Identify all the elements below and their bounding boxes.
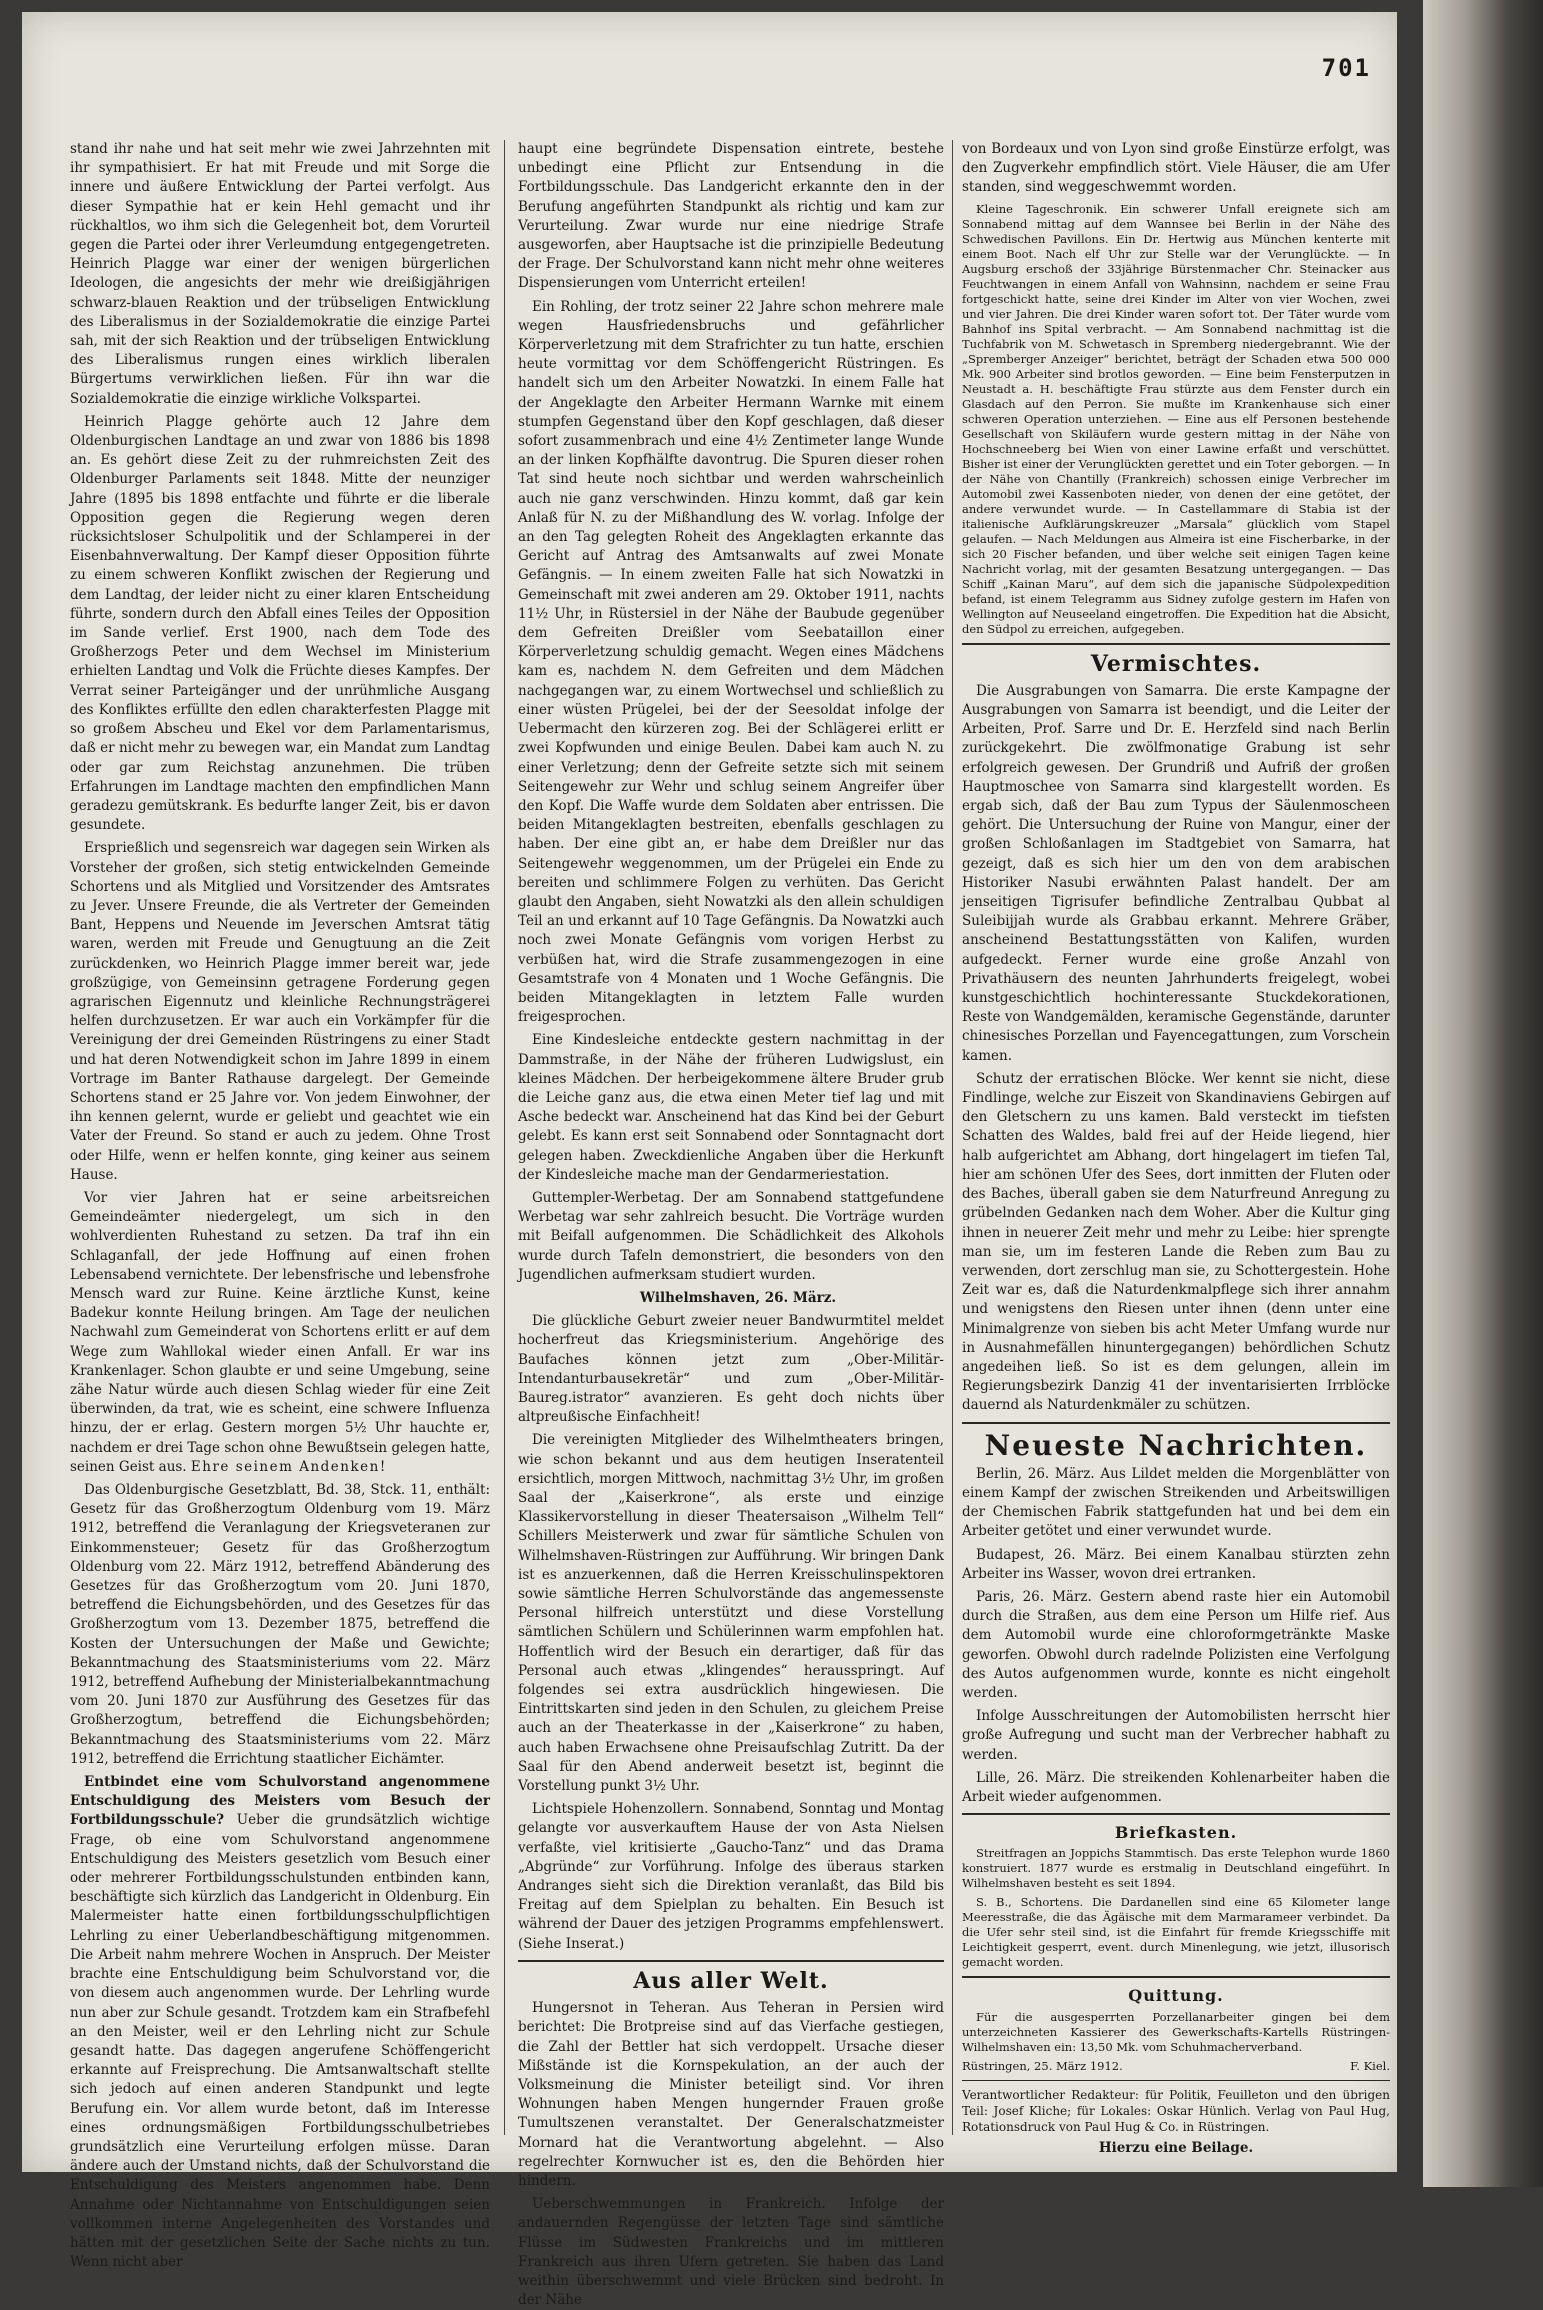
article-paragraph: Das Oldenburgische Gesetzblatt, Bd. 38, Stck. 11, enthält: Gesetz für das Großherzogtum Oldenburg vom 19. März 1912, betreffend die Veranlagung der Kriegsveteranen zur Einkommensteuer; Gesetz für das Großherzogtum Oldenburg vom 22. März 1912, betreffend Abänderung des Gesetzes für das Großherzogtum vom 20. Juni 1870, betreffend die Eichungsbehörden, und des Gesetzes für das Großherzogtum vom 13. Dezember 1875, betreffend die Kosten der Untersuchungen der Maße und Gewichte; Bekanntmachung des Staatsministeriums vom 22. März 1912, betreffend Aufhebung der Ministerialbekanntmachung vom 20. Juni 1870 zur Ausführung des Gesetzes für das Großherzogtum, betreffend die Eichungsbehörden; Bekanntmachung des Staatsministeriums vom 22. März 1912, betreffend die Errichtung staatlicher Eichämter.: [70, 1482, 490, 1767]
section-heading-quittung: Quittung.: [1128, 1986, 1224, 2006]
receipt-signature: F. Kiel.: [1350, 2058, 1390, 2073]
section-heading-briefkasten: Briefkasten.: [1114, 1823, 1238, 1843]
article-paragraph: von Bordeaux und von Lyon sind große Einstürze erfolgt, was den Zugverkehr empfindlich stört. Viele Häuser, die am Ufer standen, sind weggeschwemmt worden.: [962, 141, 1390, 196]
article-text: Vor vier Jahren hat er seine arbeitsreichen Gemeindeämter niedergelegt, um sich in den wohlverdienten Ruhestand zu setzen. Da traf ihn ein Schlaganfall, der jede Hoffnung auf einen frohen Lebensabend vernichtete. Der lebensfrische und lebensfrohe Mensch ward zur Ruine. Keine ärztliche Kunst, keine Badekur konnte Heilung bringen. Am Tage der neulichen Nachwahl zum Gemeinderat von Schortens erlitt er auf dem Wege zum Wahllokal wieder einen Anfall. Er war ins Krankenlager. Schon glaubte er und seine Umgebung, seine zähe Natur würde auch diesen Schlag wieder für eine Zeit überwinden, da trat, wie es scheint, eine schwere Influenza hinzu, der er erlag. Gestern morgen 5½ Uhr hauchte er, nachdem er drei Tage schon ohne Bewußtsein gelegen hatte, seinen Geist aus.: [70, 1189, 490, 1475]
section-heading-vermischtes: Vermischtes.: [1090, 650, 1262, 677]
receipt-footer: [962, 2059, 1390, 2074]
column-1: [70, 140, 490, 2271]
letter-item: Streitfragen an Joppichs Stammtisch. Das erste Telephon wurde 1860 konstruiert. 1877 wurde es erstmalig in Deutschland eingeführt. In Wilhelmshaven besteht es seit 1894.: [962, 1846, 1390, 1891]
memorial-line: Ehre seinem Andenken!: [190, 1458, 387, 1475]
column-2: [518, 140, 944, 2309]
article-paragraph: Die vereinigten Mitglieder des Wilhelmtheaters bringen, wie schon bekannt und aus dem heutigen Inseratenteil ersichtlich, morgen Mittwoch, nachmittag 3½ Uhr, im großen Saal der „Kaiserkrone“, als erste und einzige Klassikervorstellung in dieser Theatersaison „Wilhelm Tell“ Schillers Meisterwerk und zwar für sämtliche Schulen von Wilhelmshaven-Rüstringen zur Aufführung. Wir bringen Dank ist es anzuerkennen, daß die Herren Kreisschulinspektoren sowie sämtliche Herren Schulvorstände das angemessenste Personal hilfreich unterstützt und diese Vorstellung sämtlichen Schülern und Schülerinnen warm empfohlen hat. Hoffentlich wird der Besuch ein derartiger, daß für das Personal auch etwas „klingendes“ herausspringt. Auf folgendes sei extra ausdrücklich hingewiesen. Die Eintrittskarten sind jeden in den Schulen, zu gleichem Preise auch an der Theaterkasse in der „Kaiserkrone“ zu haben, auch haben Erwachsene ohne Preisaufschlag Zutritt. Da der Saal für den Abend anderweit besetzt ist, beginnt die Vorstellung punkt 3½ Uhr.: [518, 1432, 944, 1795]
section-divider: [518, 1960, 944, 1962]
news-item: Infolge Ausschreitungen der Automobilisten herrscht hier große Aufregung und sucht man der Verbrecher habhaft zu werden.: [962, 1708, 1390, 1763]
article-paragraph: Ersprießlich und segensreich war dagegen sein Wirken als Vorsteher der großen, sich stetig entwickelnden Gemeinde Schortens und als Mitglied und Vorsitzender des Amtsrates zu Jever. Unsere Freunde, die als Vertreter der Gemeinden Bant, Heppens und Neuende im Jeverschen Amtsrat tätig waren, werden mit Freude und Genugtuung an die Zeit zurückdenken, wo Heinrich Plagge immer bereit war, jede großzügige, von Gemeinsinn getragene Forderung gegen agrarischen Eigennutz und kleinliche Rechnungsträgerei helfen durchzusetzen. Er war auch ein Vorkämpfer für die Vereinigung der drei Gemeinden Rüstringens zu einer Stadt und hat deren Notwendigkeit schon im Jahre 1899 in einem Vortrage im Banter Rathause dargelegt. Der Gemeinde Schortens stand er 25 Jahre vor. Von jedem Einwohner, der ihn kennen gelernt, wurde er geliebt und geachtet wie ein Vater der Freund. So stand er auch zu jedem. Ohne Trost oder Hilfe, wenn er helfen konnte, ging keiner aus seinem Hause.: [70, 840, 490, 1183]
receipt-text: Für die ausgesperrten Porzellanarbeiter gingen bei dem unterzeichneten Kassierer des Gewerkschafts-Kartells Rüstringen-Wilhelmshaven ein: 13,50 Mk. vom Schuhmacherverband.: [962, 2009, 1390, 2054]
section-divider: [962, 2080, 1390, 2081]
article-paragraph: Die Ausgrabungen von Samarra. Die erste Kampagne der Ausgrabungen von Samarra ist beendigt, und die Leiter der Arbeiten, Prof. Sarre und Dr. E. Herzfeld sind nach Berlin zurückgekehrt. Die zwölfmonatige Grabung ist sehr erfolgreich gewesen. Der Grundriß und Aufriß der großen Hauptmoschee von Samarra sind klargestellt worden. Es ergab sich, daß der Bau zum Typus der Säulenmoscheen gehört. Die Untersuchung der Ruine von Mangur, einer der großen Schloßanlagen im Stadtgebiet von Samarra, hat gezeigt, daß es sich hier um den von dem arabischen Historiker Nasubi erwähnten Palast handelt. Der am jenseitigen Tigrisufer befindliche Zentralbau Qubbat al Suleibijjah wurde als Grabbau erkannt. Mehrere Gräber, anscheinend Bestattungsstätten von Kalifen, wurden aufgedeckt. Ferner wurde eine große Anzahl von Privathäusern des neunten Jahrhunderts freigelegt, wobei kunstgeschichtlich hochinteressante Stuckdekorationen, Reste von Wandgemälden, keramische Gegenstände, darunter chinesisches Porzellan und Fayencegattungen, zum Vorschein kamen.: [962, 682, 1390, 1064]
news-item: Budapest, 26. März. Bei einem Kanalbau stürzten zehn Arbeiter ins Wasser, wovon drei ertranken.: [962, 1546, 1390, 1582]
section-divider: [962, 643, 1390, 645]
article-heading: Entbindet eine vom Schulvorstand angenommene Entschuldigung des Meisters vom Besuch der Fortbildungsschule?: [70, 1774, 490, 1829]
page-number: 701: [1321, 54, 1371, 82]
section-divider: [962, 1976, 1390, 1978]
dateline: Wilhelmshaven, 26. März.: [639, 1289, 837, 1306]
news-item: Lille, 26. März. Die streikenden Kohlenarbeiter haben die Arbeit wieder aufgenommen.: [962, 1769, 1390, 1805]
section-divider: [962, 1813, 1390, 1815]
article-paragraph: Ueberschwemmungen in Frankreich. Infolge der andauernden Regengüsse der letzten Tage sind sämtliche Flüsse im Südwesten Frankreichs und im mittleren Frankreich aus ihren Ufern getreten. Sie haben das Land weithin überschwemmt und viele Brücken sind bedroht. In der Nähe: [518, 2196, 944, 2309]
receipt-date: Rüstringen, 25. März 1912.: [962, 2058, 1123, 2073]
article-paragraph: Guttempler-Werbetag. Der am Sonnabend stattgefundene Werbetag war sehr zahlreich besucht. Die Vorträge wurden mit Beifall aufgenommen. Die Schädlichkeit des Alkohols wurde durch Tafeln demonstriert, die besonders von den Jugendlichen aufmerksam studiert wurden.: [518, 1189, 944, 1283]
article-paragraph: haupt eine begründete Dispensation eintrete, bestehe unbedingt eine Pflicht zur Entsendung in die Fortbildungsschule. Das Landgericht erkannte den in der Berufung angeführten Standpunkt als richtig und kam zur Verurteilung. Zwar wurde nur eine niedrige Strafe ausgeworfen, aber Hauptsache ist die prinzipielle Bedeutung der Frage. Der Schulvorstand kann nicht mehr ohne weiteres Dispensierungen vom Unterricht erteilen!: [518, 141, 944, 292]
article-paragraph: Schutz der erratischen Blöcke. Wer kennt sie nicht, diese Findlinge, welche zur Eiszeit von Skandinaviens Gebirgen auf den Gletschern zu uns kamen. Bald versteckt im tiefsten Schatten des Waldes, bald frei auf der Heide liegend, hier halb aufgerichtet am Abhang, dort hingelagert im tiefen Tal, hier am schönen Ufer des Sees, dort inmitten der Fluten oder des Baches, überall gaben sie dem Naturfreund Anregung zu grübelnden Gedanken nach dem Woher. Aber die Kultur ging ihnen in neuerer Zeit mehr und mehr zu Leibe: hier sprengte man sie, um im festeren Lande die Reben zum Bau zu verwenden, dort zerschlug man sie, zu Schottergestein. Hohe Zeit war es, daß die Naturdenkmalpflege sich ihrer annahm und wenigstens den Riesen unter ihnen (denn unter eine Minimalgrenze von sieben bis acht Meter Umfang wurde nur in Ausnahmefällen hinuntergegangen) behördlichen Schutz angedeihen ließ. So ist es dem gelungen, allein im Regierungsbezirk Danzig 41 der inventarisierten Irrblöcke dauernd als Naturdenkmäler zu schützen.: [962, 1070, 1390, 1414]
article-paragraph: [70, 1773, 490, 2272]
article-paragraph: Eine Kindesleiche entdeckte gestern nachmittag in der Dammstraße, in der Nähe der früheren Ludwigslust, ein kleines Mädchen. Der herbeigekommene ältere Bruder grub die Leiche ganz aus, die etwa einen Meter tief lag und mit Asche bedeckt war. Anscheinend hat das Kind bei der Geburt gelebt. Es kann erst seit Sonnabend oder Sonntagnacht dort gelegen haben. Zweckdienliche Angaben über die Herkunft der Kindesleiche mache man der Gendarmeriestation.: [518, 1032, 944, 1183]
column-rule: [504, 140, 505, 2135]
article-paragraph: [70, 1189, 490, 1477]
article-paragraph: Kleine Tageschronik. Ein schwerer Unfall ereignete sich am Sonnabend mittag auf dem Wannsee bei Berlin in der Nähe des Schwedischen Pavillons. Ein Dr. Hertwig aus München kenterte mit einem Boot. Nach elf Uhr zur Stelle war der Verunglückte. — In Augsburg erschoß der 33jährige Bürstenmacher Chr. Steinacker aus Feuchtwangen in einem Anfall von Wahnsinn, nachdem er seine Frau fortgeschickt hatte, seine drei Kinder im Alter von vier Wochen, zwei und vier Jahren. Die drei Kinder waren sofort tot. Der Täter wurde vom Bahnhof ins Spital verbracht. — Am Sonnabend nachmittag ist die Tuchfabrik von M. Schwetasch in Spremberg niedergebrannt. Wie der „Spremberger Anzeiger“ berichtet, beträgt der Schaden etwa 500 000 Mk. 900 Arbeiter sind brotlos geworden. — Eine beim Fensterputzen in Neustadt a. H. beschäftigte Frau stürzte aus dem Fenster durch ein Glasdach auf den Perron. Sie mußte im Krankenhause sich einer schweren Operation unterziehen. — Eine aus elf Personen bestehende Gesellschaft von Skiläufern wurde gestern mittag in der Nähe von Hochschneeberg bei Wien von einer Lawine erfaßt und verschüttet. Bisher ist einer der Verunglückten gerettet und ein Toter geborgen. — In der Nähe von Chantilly (Frankreich) schossen einige Verbrecher im Automobil zwei Kassenboten nieder, von denen der eine getötet, der andere verwundet wurde. — In Castellammare di Stabia ist der italienische Aufklärungskreuzer „Marsala“ glücklich vom Stapel gelaufen. — Nach Meldungen aus Almeira ist eine Fischerbarke, in der sich 20 Fischer befanden, und über welche seit einigen Tagen keine Nachricht vorlag, mit der gesamten Besatzung untergegangen. — Das Schiff „Kainan Maru“, auf dem sich die japanische Südpolexpedition befand, ist einem Telegramm aus Sidney zufolge gestern im Hafen von Wellington auf Neuseeland eingetroffen. Die Expedition hat die Absicht, den Südpol zu erreichen, aufgegeben.: [962, 201, 1390, 636]
article-paragraph: stand ihr nahe und hat seit mehr wie zwei Jahrzehnten mit ihr sympathisiert. Er hat mit Freude und mit Sorge die innere und äußere Entwicklung der Partei verfolgt. Aus dieser Sympathie hat er kein Hehl gemacht und ihr rückhaltlos, wo ihm sich die Gelegenheit bot, dem Vorurteil gegen die Partei oder ihrer Verleumdung entgegengetreten. Heinrich Plagge war einer der wenigen bürgerlichen Ideologen, die angesichts der mehr wie dreißigjährigen schwarz-blauen Reaktion und der trübseligen Entwicklung des Liberalismus in der Sozialdemokratie die einzige Partei sah, mit der sich Reaktion und der trübseligen Entwicklung des Liberalismus rungen eines wirklich liberalen Bürgertums verwirklichen ließen. Für ihn war die Sozialdemokratie die einzige wirkliche Volkspartei.: [70, 141, 490, 407]
section-divider: [962, 1422, 1390, 1424]
article-paragraph: Hungersnot in Teheran. Aus Teheran in Persien wird berichtet: Die Brotpreise sind auf das Vierfache gestiegen, die Zahl der Bettler hat sich verdoppelt. Ursache dieser Mißstände ist die Kornspekulation, an der auch der Volksmeinung die Minister beteiligt sind. Vor ihren Wohnungen haben Mengen hungernder Frauen große Tumultszenen veranstaltet. Der Generalschatzmeister Mornard hat die Verantwortung abgelehnt. — Also regelrechter Kornwucher ist es, den die Behörden hier hindern.: [518, 2000, 944, 2189]
book-binding-edge: [1423, 0, 1543, 2187]
section-heading-neueste-nachrichten: Neueste Nachrichten.: [984, 1428, 1368, 1462]
letter-item: S. B., Schortens. Die Dardanellen sind eine 65 Kilometer lange Meeresstraße, die das Ägäische mit dem Marmarameer verbindet. Da die Ufer sehr steil sind, ist die Einfahrt für fremde Kriegsschiffe mit Leichtigkeit gesperrt, event. durch Minenlegung, wie jetzt, illusorisch gemacht worden.: [962, 1895, 1390, 1970]
news-item: Berlin, 26. März. Aus Lildet melden die Morgenblätter von einem Kampf der zwischen Streikenden und Arbeitswilligen der Chemischen Fabrik stattgefunden hat und bei dem ein Arbeiter getötet und einer verwundet wurde.: [962, 1465, 1390, 1540]
article-paragraph: Die glückliche Geburt zweier neuer Bandwurmtitel meldet hocherfreut das Kriegsministerium. Angehörige des Baufaches können jetzt zum „Ober-Militär-Intendanturbausekretär“ und zum „Ober-Militär-Baureg.istrator“ avanzieren. Es geht doch nichts über altpreußische Einfachheit!: [518, 1313, 944, 1426]
article-paragraph: Lichtspiele Hohenzollern. Sonnabend, Sonntag und Montag gelangte vor ausverkauftem Hause der von Asta Nielsen verfaßte, viel kritisierte „Gaucho-Tanz“ und das Drama „Abgründe“ zur Vorführung. Infolge des überaus starken Andranges sieht sich die Direktion veranlaßt, das Bild bis Freitag auf dem Spielplan zu behalten. Ein Besuch ist während der Dauer des jetzigen Programms empfehlenswert. (Siehe Inserat.): [518, 1801, 944, 1952]
imprint: Verantwortlicher Redakteur: für Politik, Feuilleton und den übrigen Teil: Josef Kliche; für Lokales: Oskar Hünlich. Verlag von Paul Hug, Rotationsdruck von Paul Hug & Co. in Rüstringen.: [962, 2087, 1390, 2134]
news-item: Paris, 26. März. Gestern abend raste hier ein Automobil durch die Straßen, aus dem eine Person um Hilfe rief. Aus dem Automobil wurde eine chloroformgetränkte Maske geworfen. Obwohl durch radelnde Polizisten eine Verfolgung des Autos aufgenommen wurde, konnte es nicht eingeholt werden.: [962, 1588, 1390, 1701]
column-rule: [952, 140, 953, 2135]
article-paragraph: Heinrich Plagge gehörte auch 12 Jahre dem Oldenburgischen Landtage an und zwar von 1886 bis 1898 an. Es gehört diese Zeit zu der ruhmreichsten Zeit des Oldenburger Parlaments seit 1848. Mitte der neunziger Jahre (1895 bis 1898 entfachte und führte er die liberale Opposition gegen die Regierung wegen deren rücksichtsloser Schulpolitik und der Schlamperei in der Eisenbahnverwaltung. Der Kampf dieser Opposition führte zu einem schweren Konflikt zwischen der Regierung und dem Landtag, der leider nicht zu einer klaren Entscheidung führte, sondern durch den Abfall eines Teiles der Opposition im Sande verlief. Erst 1900, nach dem Tode des Großherzogs Peter und dem Wechsel im Ministerium erhielten Landtag und Volk die Früchte dieses Kampfes. Der Verrat seiner Parteigänger und der unrühmliche Ausgang des Konfliktes erfüllte den edlen charakterfesten Plagge mit so großem Abscheu und Ekel vor dem Parlamentarismus, daß er nicht mehr zu bewegen war, ein Mandat zum Landtag oder gar zum Reichstag anzunehmen. Die trüben Erfahrungen im Landtage machten den empfindlichen Mann geradezu gemütskrank. Es bedurfte langer Zeit, bis er davon gesundete.: [70, 413, 490, 834]
article-text: Ueber die grundsätzlich wichtige Frage, ob eine vom Schulvorstand angenommene Entschuldigung des Meisters gesetzlich vom Besuch einer oder mehrerer Fortbildungsschulstunden entbinden kann, beschäftigte sich kürzlich das Landgericht in Oldenburg. Ein Malermeister hatte einen fortbildungsschulpflichtigen Lehrling zu einer Ueberlandbeschäftigung mitgenommen. Die Arbeit nahm mehrere Wochen in Anspruch. Der Meister brachte eine Entschuldigung beim Schulvorstand vor, die von diesem auch angenommen wurde. Der Lehrling wurde nun aber zur Schule gesandt. Trotzdem kam ein Strafbefehl an den Meister, weil er den Lehrling nicht zur Schule gesandt hatte. Das dagegen angerufene Schöffengericht erkannte auf Freisprechung. Die Amtsanwaltschaft stellte sich jedoch auf einen anderen Standpunkt und legte Berufung ein. Vor allem wurde betont, daß im Interesse eines ordnungsmäßigen Fortbildungsschulbetriebes grundsätzlich eine Verurteilung erfolgen müsse. Daran ändere auch der Umstand nichts, daß der Schulvorstand die Entschuldigung des Meisters angenommen habe. Denn Annahme oder Nichtannahme von Entschuldigungen seien vollkommen interne Angelegenheiten des Vorstandes und hätten mit der gesetzlichen Seite der Sache nichts zu tun. Wenn nicht aber: [70, 1812, 490, 2271]
column-3: [962, 140, 1390, 2156]
article-paragraph: Ein Rohling, der trotz seiner 22 Jahre schon mehrere male wegen Hausfriedensbruchs und gefährlicher Körperverletzung mit dem Strafrichter zu tun hatte, erschien heute vormittag vor dem Schöffengericht Rüstringen. Es handelt sich um den Arbeiter Nowatzki. In einem Falle hat der Angeklagte den Arbeiter Hermann Warnke mit einem stumpfen Gegenstand über den Kopf geschlagen, daß dieser sofort zusammenbrach und eine 4½ Zentimeter lange Wunde an der linken Kopfhälfte davontrug. Die Spuren dieser rohen Tat sind heute noch sichtbar und werden wahrscheinlich auch nie ganz verschwinden. Hinzu kommt, daß gar kein Anlaß für N. zu der Mißhandlung des W. vorlag. Infolge der an den Tag gelegten Roheit des Angeklagten erkannte das Gericht auf Antrag des Amtsanwalts auf zwei Monate Gefängnis. — In einem zweiten Falle hat sich Nowatzki in Gemeinschaft mit zwei anderen am 29. Oktober 1911, nachts 11½ Uhr, in Rüstersiel in der Nähe der Baubude gegenüber dem Gefreiten Dreißler vom Seebataillon einer Körperverletzung schuldig gemacht. Wegen eines Mädchens kam es, nachdem N. dem Gefreiten und dem Mädchen nachgegangen war, zu einem Wortwechsel und schließlich zu einer wüsten Prügelei, bei der der Seesoldat infolge der Uebermacht den kürzeren zog. Bei der Schlägerei erlitt er zwei Kopfwunden und einige Beulen. Dabei kam auch N. zu einer Verletzung; denn der Gefreite setzte sich mit seinem Seitengewehr zur Wehr und schlug seinem Angreifer über den Kopf. Die Waffe wurde dem Soldaten aber entrissen. Die beiden Mitangeklagten bestreiten, ebenfalls geschlagen zu haben. Der eine gibt an, er habe dem Dreißler nur das Seitengewehr weggenommen, um der Prügelei ein Ende zu bereiten und schlimmere Folgen zu verhüten. Das Gericht glaubt den Angaben, sieht Nowatzki als den allein schuldigen Teil an und erkannt auf 10 Tage Gefängnis. Da Nowatzki auch noch zwei Monate Gefängnis vom vorigen Herbst zu verbüßen hat, wird die Strafe zusammengezogen in eine Gesamtstrafe von 4 Monaten und 1 Woche Gefängnis. Die beiden Mitangeklagten in letztem Falle wurden freigesprochen.: [518, 298, 944, 1026]
section-heading-aus-aller-welt: Aus aller Welt.: [633, 1967, 829, 1994]
supplement-notice: Hierzu eine Beilage.: [1098, 2139, 1254, 2156]
newspaper-page: [22, 12, 1397, 2309]
